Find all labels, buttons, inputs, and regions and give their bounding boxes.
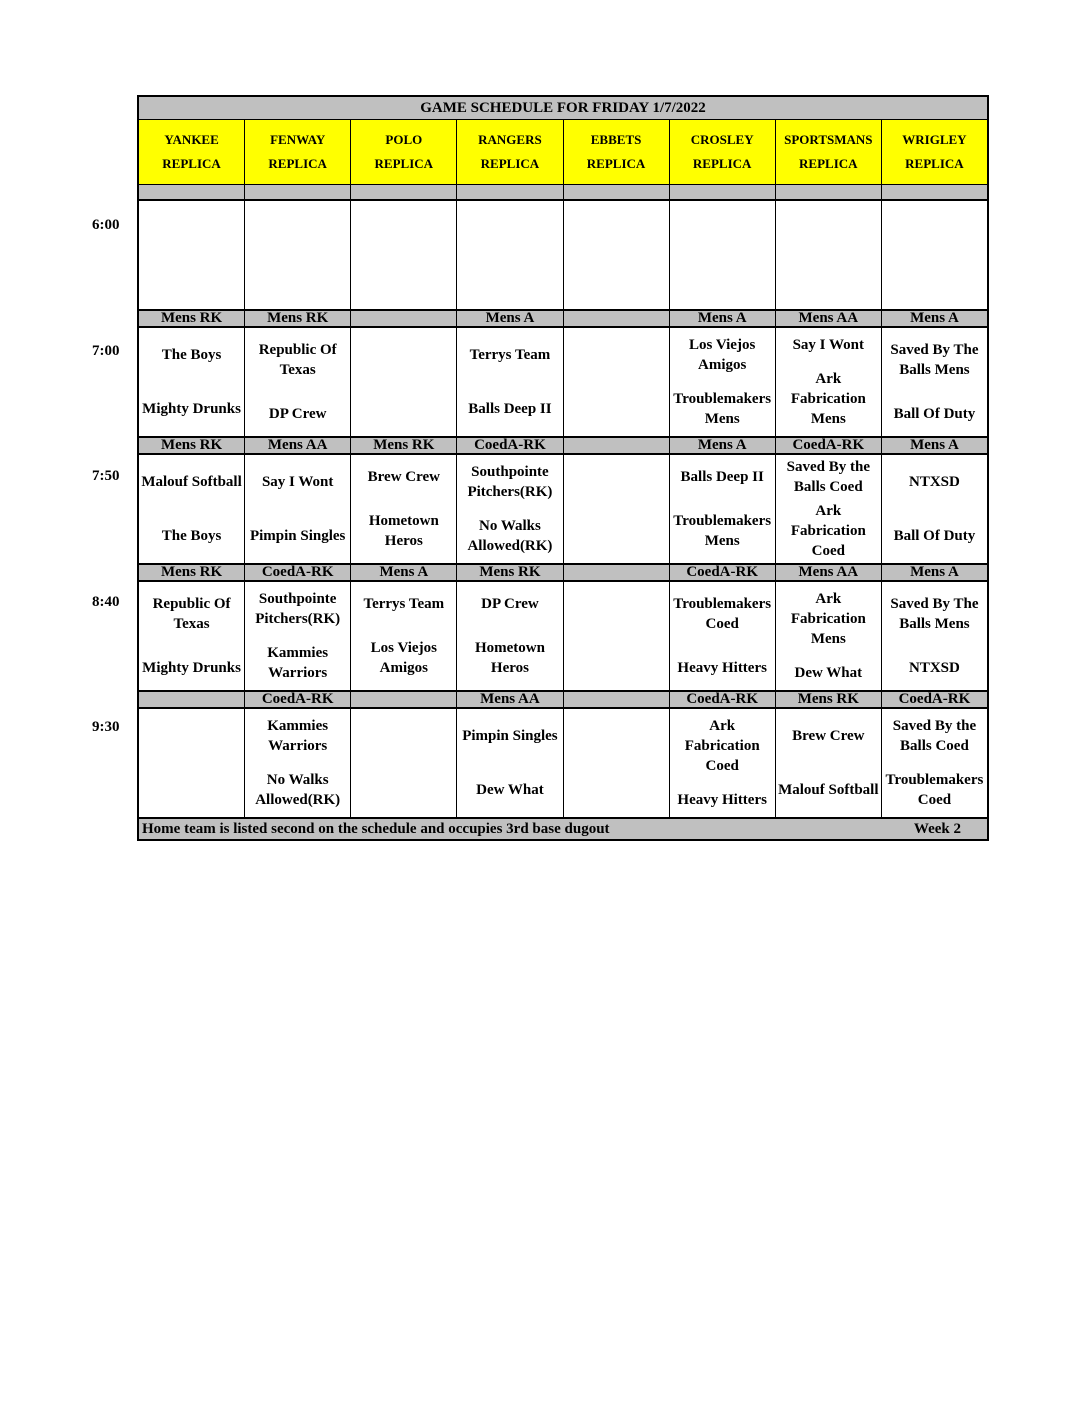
game-cell — [882, 455, 987, 563]
field-subtitle: REPLICA — [268, 156, 327, 171]
game-row — [139, 328, 987, 438]
away-team: DP Crew — [481, 596, 539, 612]
away-team: Terrys Team — [469, 347, 551, 363]
home-team: Ball Of Duty — [893, 406, 976, 422]
division-label: Mens AA — [245, 438, 351, 453]
home-team: Balls Deep II — [468, 401, 552, 417]
division-row — [139, 692, 987, 709]
field-name: RANGERS — [478, 132, 542, 147]
game-cell — [139, 582, 245, 690]
home-team: Hometown Heros — [474, 640, 545, 676]
division-label: Mens RK — [245, 311, 351, 326]
away-team: Say I Wont — [792, 337, 865, 353]
game-cell — [776, 455, 882, 563]
division-label: Mens RK — [139, 438, 245, 453]
field-subtitle: REPLICA — [692, 156, 752, 171]
division-label: Mens A — [457, 311, 563, 326]
away-team: Kammies Warriors — [267, 718, 329, 754]
game-cell — [457, 328, 563, 436]
game-row — [139, 582, 987, 692]
division-label: CoedA-RK — [457, 438, 563, 453]
home-team: Mighty Drunks — [142, 660, 241, 676]
game-cell — [670, 455, 776, 563]
spacer-cell — [245, 185, 351, 199]
away-team: Pimpin Singles — [462, 728, 558, 744]
division-label: CoedA-RK — [670, 565, 776, 580]
home-team: Troublemakers Mens — [673, 513, 772, 549]
game-cell — [564, 328, 670, 436]
spacer-cell — [351, 185, 457, 199]
field-name: CROSLEY — [690, 132, 754, 147]
division-label — [564, 311, 670, 326]
away-team: The Boys — [161, 347, 222, 363]
away-team: NTXSD — [909, 474, 960, 490]
division-row — [139, 438, 987, 455]
game-cell — [564, 709, 670, 817]
division-label — [351, 692, 457, 707]
away-team: Say I Wont — [261, 474, 334, 490]
field-subtitle: REPLICA — [905, 156, 964, 171]
game-cell — [564, 455, 670, 563]
game-cell — [670, 709, 776, 817]
home-team: No Walks Allowed(RK) — [467, 518, 553, 554]
home-team: NTXSD — [909, 660, 960, 676]
division-label: Mens A — [910, 438, 959, 453]
game-cell — [670, 582, 776, 690]
empty-slot-cell — [245, 201, 351, 309]
away-team: Brew Crew — [792, 728, 865, 744]
away-team: Ark Fabrication Coed — [684, 718, 760, 774]
away-team: Brew Crew — [367, 469, 440, 485]
game-cell — [882, 328, 987, 436]
away-team: Troublemakers Coed — [673, 596, 772, 632]
home-team: Hometown Heros — [368, 513, 439, 549]
home-team-note: Home team is listed second on the schedule and occupies 3rd base dugout — [142, 821, 610, 837]
division-label — [564, 438, 670, 453]
time-label: 9:30 — [92, 719, 120, 735]
spacer-cell — [670, 185, 776, 199]
game-cell — [776, 582, 882, 690]
away-team: Terrys Team — [363, 596, 445, 612]
field-name: FENWAY — [270, 132, 326, 147]
division-label: CoedA-RK — [776, 438, 882, 453]
time-label: 7:50 — [92, 468, 120, 484]
home-team: Ark Fabrication Mens — [790, 371, 866, 427]
field-name: SPORTSMANS — [784, 132, 873, 147]
field-header — [351, 120, 457, 184]
game-cell — [776, 709, 882, 817]
away-team: Republic Of Texas — [152, 596, 231, 632]
division-label: Mens RK — [776, 692, 882, 707]
field-header-row — [139, 120, 987, 185]
field-header — [670, 120, 776, 184]
home-team: Dew What — [476, 782, 544, 798]
empty-slot-cell — [776, 201, 882, 309]
away-team: Malouf Softball — [141, 474, 242, 490]
game-row — [139, 709, 987, 819]
home-team: Heavy Hitters — [677, 660, 767, 676]
spacer-cell — [776, 185, 882, 199]
field-name: POLO — [385, 132, 423, 147]
division-label: Mens AA — [457, 692, 563, 707]
home-team: Troublemakers Mens — [673, 391, 772, 427]
division-label: Mens RK — [351, 438, 457, 453]
empty-slot-cell — [457, 201, 563, 309]
game-cell — [457, 455, 563, 563]
division-label: Mens RK — [139, 565, 245, 580]
division-label: Mens A — [670, 311, 776, 326]
home-team: Ball Of Duty — [893, 528, 976, 544]
division-label: Mens A — [351, 565, 457, 580]
game-cell — [564, 582, 670, 690]
time-label: 7:00 — [92, 343, 120, 359]
home-team: Pimpin Singles — [249, 528, 346, 544]
home-team: Heavy Hitters — [677, 792, 767, 808]
division-row — [139, 565, 987, 582]
field-name: EBBETS — [590, 132, 642, 147]
schedule-title: GAME SCHEDULE FOR FRIDAY 1/7/2022 — [139, 97, 987, 120]
slot-row-6-00 — [139, 201, 987, 311]
game-cell — [245, 582, 351, 690]
spacer-cell — [139, 185, 245, 199]
away-team: Southpointe Pitchers(RK) — [255, 591, 341, 627]
home-team: Troublemakers Coed — [885, 772, 984, 808]
field-header — [457, 120, 563, 184]
field-name: WRIGLEY — [902, 132, 967, 147]
away-team: Ark Fabrication Mens — [790, 591, 866, 647]
game-cell — [882, 582, 987, 690]
division-label: CoedA-RK — [245, 692, 351, 707]
game-cell — [351, 709, 457, 817]
away-team: Republic Of Texas — [258, 342, 337, 378]
field-subtitle: REPLICA — [480, 156, 540, 171]
home-team: Kammies Warriors — [267, 645, 329, 681]
field-name: YANKEE — [164, 132, 219, 147]
game-cell — [139, 709, 245, 817]
field-subtitle: REPLICA — [586, 156, 646, 171]
time-label: 8:40 — [92, 594, 120, 610]
field-subtitle: REPLICA — [374, 156, 434, 171]
spacer-cell — [457, 185, 563, 199]
game-cell — [139, 455, 245, 563]
field-header — [139, 120, 245, 184]
field-header — [245, 120, 351, 184]
spacer-cell — [564, 185, 670, 199]
away-team: Los Viejos Amigos — [689, 337, 756, 373]
field-header — [776, 120, 882, 184]
game-cell — [245, 455, 351, 563]
division-label: Mens AA — [776, 311, 882, 326]
away-team: Saved By the Balls Coed — [786, 459, 870, 495]
game-cell — [882, 709, 987, 817]
away-team: Southpointe Pitchers(RK) — [467, 464, 553, 500]
division-label — [564, 692, 670, 707]
division-label: Mens A — [910, 311, 959, 326]
field-header — [564, 120, 670, 184]
game-cell — [245, 328, 351, 436]
header-spacer-row — [139, 185, 987, 201]
division-label: Mens AA — [776, 565, 882, 580]
division-label — [351, 311, 457, 326]
division-label: CoedA-RK — [898, 692, 971, 707]
empty-slot-cell — [564, 201, 670, 309]
game-cell — [351, 328, 457, 436]
game-cell — [457, 709, 563, 817]
home-team: Dew What — [794, 665, 863, 681]
division-row — [139, 311, 987, 328]
schedule-footer — [139, 819, 987, 839]
empty-slot-cell — [139, 201, 245, 309]
home-team: DP Crew — [268, 406, 327, 422]
home-team: Malouf Softball — [778, 782, 879, 798]
spacer-cell — [882, 185, 987, 199]
game-row — [139, 455, 987, 565]
time-label: 6:00 — [92, 217, 120, 233]
division-label: Mens A — [910, 565, 959, 580]
division-label: CoedA-RK — [670, 692, 776, 707]
empty-slot-cell — [882, 201, 987, 309]
game-cell — [351, 582, 457, 690]
home-team: Mighty Drunks — [142, 401, 241, 417]
division-label: Mens A — [670, 438, 776, 453]
game-cell — [776, 328, 882, 436]
empty-slot-cell — [351, 201, 457, 309]
game-cell — [139, 328, 245, 436]
schedule-table — [137, 95, 989, 841]
empty-slot-cell — [670, 201, 776, 309]
game-cell — [457, 582, 563, 690]
field-subtitle: REPLICA — [799, 156, 858, 171]
game-cell — [245, 709, 351, 817]
home-team: Los Viejos Amigos — [370, 640, 437, 676]
away-team: Balls Deep II — [680, 469, 764, 485]
division-label: Mens RK — [457, 565, 563, 580]
game-cell — [351, 455, 457, 563]
home-team: The Boys — [161, 528, 222, 544]
away-team: Saved By The Balls Mens — [890, 596, 979, 632]
division-label — [564, 565, 670, 580]
game-cell — [670, 328, 776, 436]
field-header — [882, 120, 987, 184]
away-team: Saved By the Balls Coed — [892, 718, 977, 754]
away-team: Saved By The Balls Mens — [890, 342, 979, 378]
division-label — [139, 692, 245, 707]
division-label: CoedA-RK — [245, 565, 351, 580]
home-team: Ark Fabrication Coed — [790, 503, 866, 559]
week-label: Week 2 — [913, 821, 961, 837]
field-subtitle: REPLICA — [162, 156, 221, 171]
division-label: Mens RK — [139, 311, 245, 326]
home-team: No Walks Allowed(RK) — [255, 772, 341, 808]
